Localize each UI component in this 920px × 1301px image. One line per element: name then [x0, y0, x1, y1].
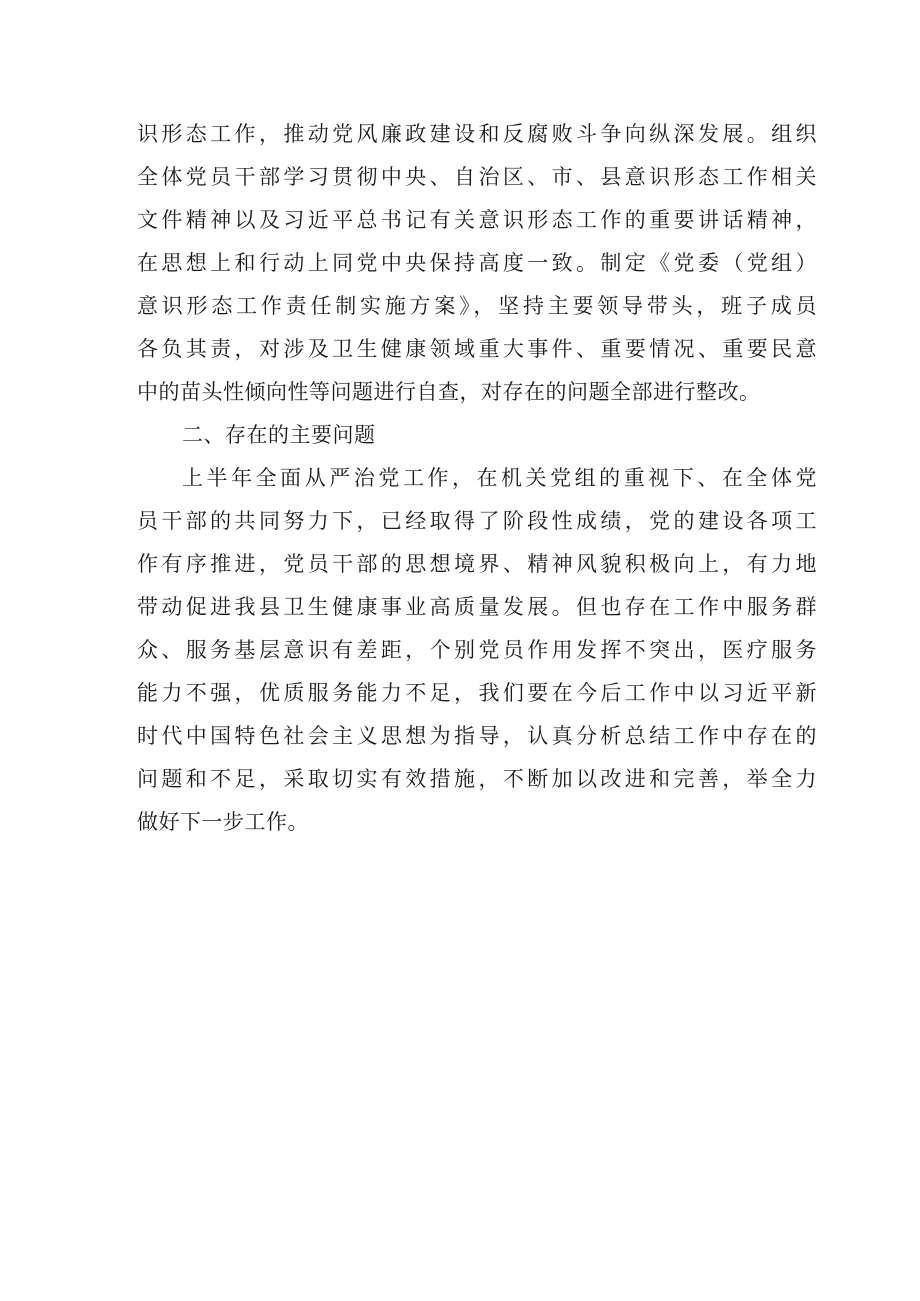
paragraph-line: 全体党员干部学习贯彻中央、自治区、市、县意识形态工作相关 — [137, 165, 817, 189]
paragraph-main-problems — [137, 457, 817, 844]
paragraph-line: 意识形态工作责任制实施方案》，坚持主要领导带头，班子成员 — [137, 294, 817, 318]
paragraph-line: 在思想上和行动上同党中央保持高度一致。制定《党委（党组） — [137, 251, 817, 275]
section-heading: 二、存在的主要问题 — [182, 423, 376, 447]
paragraph-line: 文件精神以及习近平总书记有关意识形态工作的重要讲话精神， — [137, 208, 817, 232]
paragraph-line: 识形态工作，推动党风廉政建设和反腐败斗争向纵深发展。组织 — [137, 122, 817, 146]
paragraph-line: 上半年全面从严治党工作，在机关党组的重视下、在全体党 — [182, 466, 817, 490]
document-body — [137, 113, 817, 844]
paragraph-line: 各负其责，对涉及卫生健康领域重大事件、重要情况、重要民意 — [137, 337, 817, 361]
paragraph-line: 做好下一步工作。 — [137, 810, 309, 834]
paragraph-line: 众、服务基层意识有差距，个别党员作用发挥不突出，医疗服务 — [137, 638, 817, 662]
paragraph-ideology-work — [137, 113, 817, 414]
paragraph-line: 问题和不足，采取切实有效措施，不断加以改进和完善，举全力 — [137, 767, 817, 791]
paragraph-line: 时代中国特色社会主义思想为指导，认真分析总结工作中存在的 — [137, 724, 817, 748]
paragraph-line: 中的苗头性倾向性等问题进行自查，对存在的问题全部进行整改。 — [137, 380, 761, 404]
paragraph-line: 能力不强，优质服务能力不足，我们要在今后工作中以习近平新 — [137, 681, 817, 705]
paragraph-line: 员干部的共同努力下，已经取得了阶段性成绩，党的建设各项工 — [137, 509, 817, 533]
paragraph-line: 带动促进我县卫生健康事业高质量发展。但也存在工作中服务群 — [137, 595, 817, 619]
paragraph-line: 作有序推进，党员干部的思想境界、精神风貌积极向上，有力地 — [137, 552, 817, 576]
